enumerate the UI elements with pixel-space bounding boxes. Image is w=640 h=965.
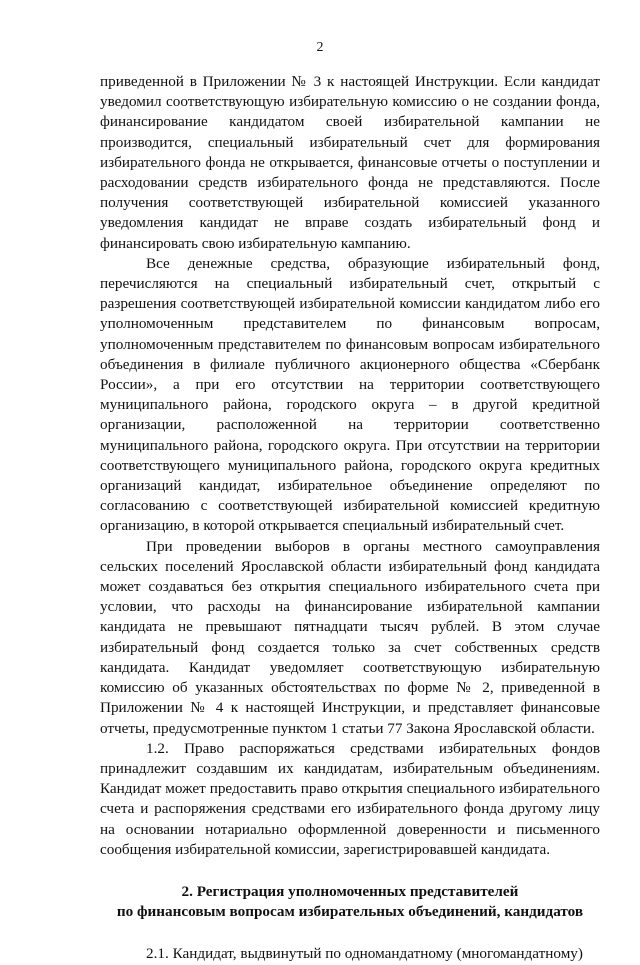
paragraph: 2.1. Кандидат, выдвинутый по одномандатному (многомандатному) — [146, 945, 583, 963]
paragraph: Все денежные средства, образующие избирательный фонд, перечисляются на специальный избирательный счет, открытый с разрешения соответствующей избирательной комиссии кандидатом либо его уполномоченным представителем по финансовым вопросам, уполномоченным представителем по финансовым вопросам избирательного объединения в филиале публичного акционерного общества «Сбербанк России», а при его отсутствии на территории соответствующего муниципального района, городского округа – в другой кредитной организации, расположенной на территории соответственно муниципального района, городского округа. При отсутствии на территории соответствующего муниципального района, городского округа кредитных организаций кандидат, избирательное объединение определяют по согласованию с соответствующей избирательной комиссией кредитную организацию, в которой открывается специальный избирательный счет. — [100, 254, 600, 535]
section-title-line: по финансовым вопросам избирательных объединений, кандидатов — [116, 903, 584, 921]
paragraph: При проведении выборов в органы местного самоуправления сельских поселений Ярославской области избирательный фонд кандидата может создаваться без открытия специального избирательного счета при условии, что расходы на финансирование избирательной кампании кандидата не превышают пятнадцати тысяч рублей. В этом случае избирательный фонд создается только за счет собственных средств кандидата. Кандидат уведомляет соответствующую избирательную комиссию об указанных обстоятельствах по форме № 2, приведенной в Приложении № 4 к настоящей Инструкции, и представляет финансовые отчеты, предусмотренные пунктом 1 статьи 77 Закона Ярославской области. — [100, 537, 600, 737]
section-heading — [100, 882, 600, 922]
section-title-line: 2. Регистрация уполномоченных представителей — [181, 882, 519, 900]
paragraph: 1.2. Право распоряжаться средствами избирательных фондов принадлежит создавшим их кандидатам, избирательным объединениям. Кандидат может предоставить право открытия специального избирательного счета и распоряжения средствами его избирательного фонда другому лицу на основании нотариально оформленной доверенности и письменного сообщения избирательной комиссии, зарегистрировавшей кандидата. — [100, 739, 600, 858]
document-body — [100, 72, 600, 965]
page-number: 2 — [316, 40, 324, 55]
paragraph: приведенной в Приложении № 3 к настоящей Инструкции. Если кандидат уведомил соответствующую избирательную комиссию о не создании фонда, финансирование кандидатом своей избирательной кампании не производится, специальный избирательный счет для формирования избирательного фонда не открывается, финансовые отчеты о поступлении и расходовании средств избирательного фонда не представляются. После получения соответствующей избирательной комиссией указанного уведомления кандидат не вправе создать избирательный фонд и финансировать свою избирательную кампанию. — [100, 73, 600, 252]
